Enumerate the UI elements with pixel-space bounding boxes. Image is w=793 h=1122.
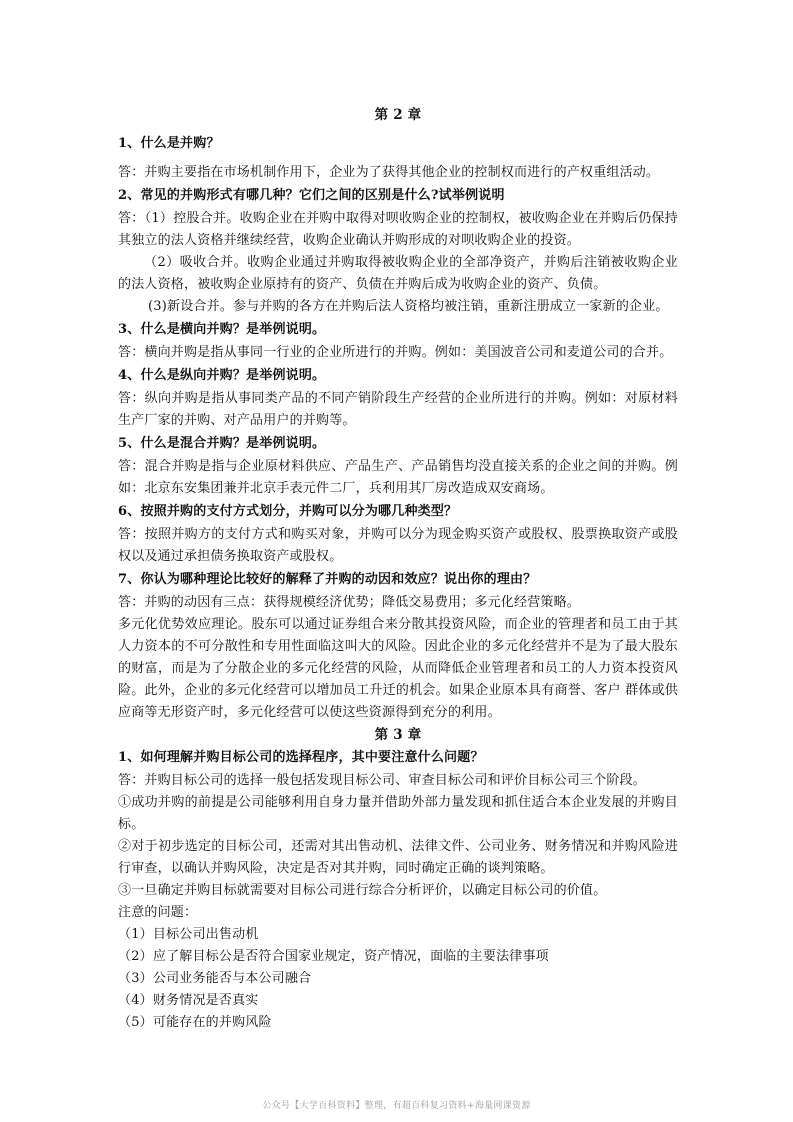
notes-title: 注意的问题： xyxy=(118,905,198,920)
answer-2-5: 答：混合并购是指与企业原材料供应、产品生产、产品销售均没直接关系的企业之间的并购。例如：北京东安集团兼并北京手表元件二厂，兵利用其厂房改造成双安商场。 xyxy=(118,459,678,496)
question-2-1: 1、什么是并购？ xyxy=(118,136,220,151)
answer-2-6: 答：按照并购方的支付方式和购买对象，并购可以分为现金购买资产或股权、股票换取资产或股权以及通过承担债务换取资产或股权。 xyxy=(118,527,678,564)
answer-2-2-part1: 答：（1）控股合并。收购企业在并购中取得对呗收购企业的控制权，被收购企业在并购后仍保持其独立的法人资格并继续经营，收购企业确认并购形成的对呗收购企业的投资。 xyxy=(118,211,678,248)
note-item: （2）应了解目标公是否符合国家业规定，资产情况，面临的主要法律事项 xyxy=(118,949,549,964)
answer-2-7-part2: 多元化优势效应理论。股东可以通过证券组合来分散其投资风险，而企业的管理者和员工由于其人力资本的不可分散性和专用性面临这叫大的风险。因此企业的多元化经营并不是为了最大股东的财富，而是为了分散企业的多元化经营的风险，从而降低企业管理者和员工的人力资本投资风险。此外，企业的多元化经营可以增加员工升迁的机会。如果企业原本具有商誉、客户 群体或供应商等无形资产时，多元化经营可以使这些资源得到充分的利用。 xyxy=(118,617,678,720)
note-item: （1）目标公司出售动机 xyxy=(118,927,259,942)
question-2-3: 3、什么是横向并购？是举例说明。 xyxy=(118,322,326,337)
question-2-6: 6、按照并购的支付方式划分，并购可以分为哪几种类型？ xyxy=(118,504,458,519)
answer-2-7-part1: 答：并购的动因有三点：获得规模经济优势；降低交易费用；多元化经营策略。 xyxy=(118,595,581,610)
question-3-1: 1、如何理解并购目标公司的选择程序，其中要注意什么问题？ xyxy=(118,750,484,765)
answer-2-4: 答：纵向并购是指从事同类产品的不同产销阶段生产经营的企业所进行的并购。例如：对原材料生产厂家的并购、对产品用户的并购等。 xyxy=(118,391,678,428)
footer-watermark: 公众号【大学百科资料】整理，有超百科复习资料+海量网课资源 xyxy=(262,1101,531,1111)
chapter-2-title: 第 2 章 xyxy=(374,107,422,123)
question-2-7: 7、你认为哪种理论比较好的解释了并购的动因和效应？说出你的理由？ xyxy=(118,572,537,587)
answer-3-1-step3: ③一旦确定并购目标就需要对目标公司进行综合分析评价，以确定目标公司的价值。 xyxy=(118,883,607,898)
note-item: （4）财务情况是否真实 xyxy=(118,993,259,1008)
answer-3-1: 答：并购目标公司的选择一般包括发现目标公司、审查目标公司和评价目标公司三个阶段。 xyxy=(118,773,647,788)
chapter-3-title: 第 3 章 xyxy=(374,727,422,743)
answer-2-2-part2: （2）吸收合并。收购企业通过并购取得被收购企业的全部净资产，并购后注销被收购企业的法人资格，被收购企业原持有的资产、负债在并购后成为收购企业的资产、负债。 xyxy=(118,255,678,292)
question-2-4: 4、什么是纵向并购？是举例说明。 xyxy=(118,368,326,383)
answer-3-1-step1: ①成功并购的前提是公司能够利用自身力量并借助外部力量发现和抓住适合本企业发展的并购目标。 xyxy=(118,795,678,832)
note-item: （5）可能存在的并购风险 xyxy=(118,1015,272,1030)
answer-2-1: 答：并购主要指在市场机制作用下，企业为了获得其他企业的控制权而进行的产权重组活动。 xyxy=(118,165,660,180)
answer-2-3: 答：横向并购是指从事同一行业的企业所进行的并购。例如：美国波音公司和麦道公司的合并。 xyxy=(118,345,673,360)
note-item: （3）公司业务能否与本公司融合 xyxy=(118,971,312,986)
question-2-5: 5、什么是混合并购？是举例说明。 xyxy=(118,436,326,451)
document-page xyxy=(118,104,678,1034)
question-2-2: 2、常见的并购形式有哪几种？它们之间的区别是什么?试举例说明 xyxy=(118,188,505,203)
answer-3-1-step2: ②对于初步选定的目标公司，还需对其出售动机、法律文件、公司业务、财务情况和并购风险进行审查，以确认并购风险，决定是否对其并购，同时确定正确的谈判策略。 xyxy=(118,839,678,876)
answer-2-2-part3: (3)新设合并。参与并购的各方在并购后法人资格均被注销，重新注册成立一家新的企业。 xyxy=(148,299,669,314)
